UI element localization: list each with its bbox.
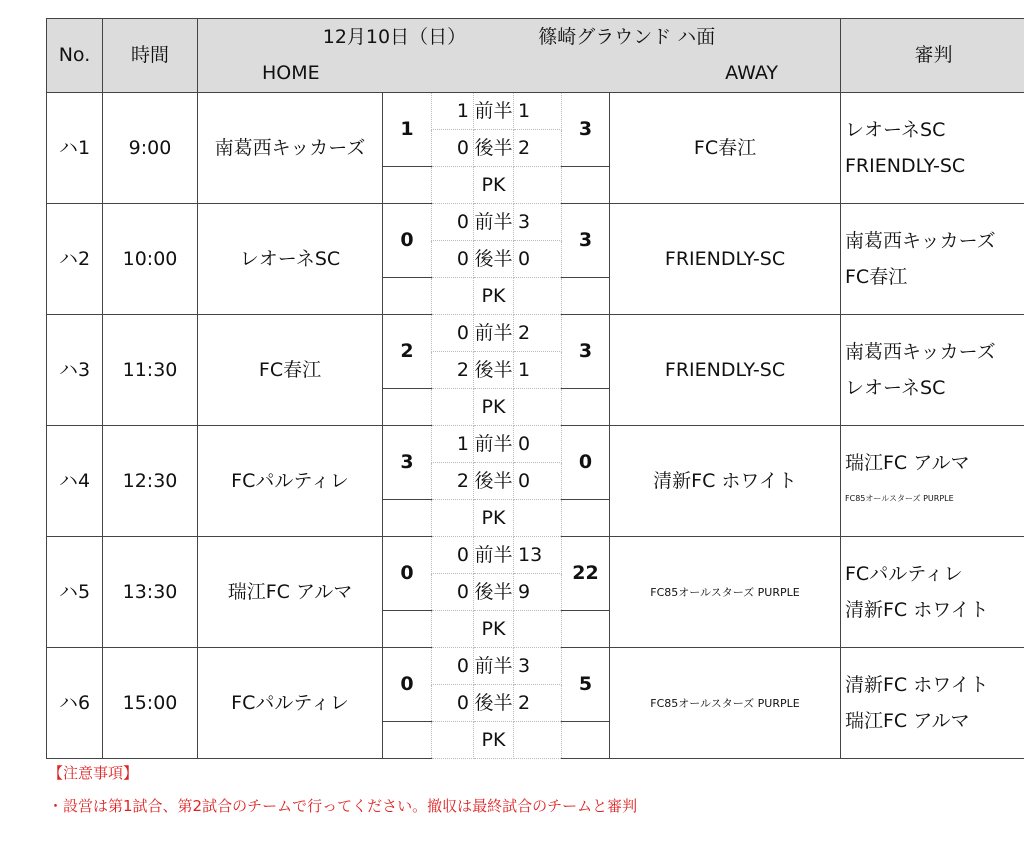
away-team: 清新FC ホワイト — [610, 426, 841, 537]
referee-2: FRIENDLY-SC — [845, 155, 966, 177]
away-score: 22 — [562, 537, 610, 611]
header-home-away — [198, 55, 841, 93]
match-row — [47, 537, 1024, 574]
away-score: 3 — [562, 315, 610, 389]
match-row — [47, 315, 1024, 352]
header-away: AWAY — [725, 62, 778, 84]
header-time: 時間 — [103, 19, 198, 93]
first-half-away: 3 — [514, 204, 562, 241]
home-score: 3 — [383, 426, 432, 500]
header-venue: 篠崎グラウンド ハ面 — [538, 25, 716, 48]
second-half-label: 後半 — [474, 352, 514, 389]
home-score: 0 — [383, 204, 432, 278]
referee-2: 清新FC ホワイト — [845, 599, 989, 621]
first-half-away: 3 — [514, 648, 562, 685]
first-half-home: 1 — [432, 93, 474, 130]
first-half-home: 0 — [432, 648, 474, 685]
first-half-home: 0 — [432, 315, 474, 352]
first-half-home: 0 — [432, 537, 474, 574]
away-team: FC春江 — [610, 93, 841, 204]
home-score: 0 — [383, 537, 432, 611]
match-row — [47, 648, 1024, 685]
away-score: 5 — [562, 648, 610, 722]
match-time: 13:30 — [103, 537, 198, 648]
match-time: 10:00 — [103, 204, 198, 315]
pk-label: PK — [474, 167, 514, 204]
home-team: 南葛西キッカーズ — [198, 93, 383, 204]
second-half-away: 0 — [514, 241, 562, 278]
second-half-away: 0 — [514, 463, 562, 500]
referee-cell — [841, 315, 1024, 426]
referee-2: レオーネSC — [845, 377, 946, 399]
match-time: 12:30 — [103, 426, 198, 537]
first-half-label: 前半 — [474, 426, 514, 463]
first-half-label: 前半 — [474, 315, 514, 352]
header-home: HOME — [262, 62, 320, 84]
pk-label: PK — [474, 500, 514, 537]
first-half-away: 2 — [514, 315, 562, 352]
second-half-label: 後半 — [474, 685, 514, 722]
referee-1: FCパルティレ — [845, 563, 963, 585]
second-half-label: 後半 — [474, 241, 514, 278]
referee-cell — [841, 537, 1024, 648]
referee-1: 南葛西キッカーズ — [845, 341, 996, 363]
second-half-home: 0 — [432, 574, 474, 611]
second-half-label: 後半 — [474, 574, 514, 611]
home-team: レオーネSC — [198, 204, 383, 315]
referee-1: レオーネSC — [845, 119, 946, 141]
home-score: 0 — [383, 648, 432, 722]
match-no: ハ5 — [47, 537, 103, 648]
match-no: ハ2 — [47, 204, 103, 315]
first-half-label: 前半 — [474, 537, 514, 574]
away-score: 3 — [562, 93, 610, 167]
first-half-away: 0 — [514, 426, 562, 463]
notes-section — [48, 766, 637, 814]
first-half-label: 前半 — [474, 93, 514, 130]
second-half-label: 後半 — [474, 130, 514, 167]
away-team: FC85オールスターズ PURPLE — [610, 537, 841, 648]
match-row — [47, 204, 1024, 241]
referee-1: 南葛西キッカーズ — [845, 230, 996, 252]
home-score: 1 — [383, 93, 432, 167]
header-date: 12月10日（日） — [322, 25, 467, 48]
home-team: FCパルティレ — [198, 648, 383, 759]
second-half-home: 0 — [432, 130, 474, 167]
away-team: FRIENDLY-SC — [610, 204, 841, 315]
second-half-away: 2 — [514, 130, 562, 167]
referee-1: 瑞江FC アルマ — [845, 452, 970, 474]
first-half-away: 1 — [514, 93, 562, 130]
match-no: ハ4 — [47, 426, 103, 537]
second-half-away: 1 — [514, 352, 562, 389]
first-half-label: 前半 — [474, 204, 514, 241]
second-half-home: 2 — [432, 352, 474, 389]
pk-label: PK — [474, 389, 514, 426]
second-half-home: 0 — [432, 685, 474, 722]
second-half-home: 0 — [432, 241, 474, 278]
first-half-home: 0 — [432, 204, 474, 241]
pk-label: PK — [474, 278, 514, 315]
header-referee: 審判 — [841, 19, 1024, 93]
away-team: FRIENDLY-SC — [610, 315, 841, 426]
referee-cell — [841, 648, 1024, 759]
home-team: FC春江 — [198, 315, 383, 426]
notes-line-1: ・設営は第1試合、第2試合のチームで行ってください。撤収は最終試合のチームと審判 — [48, 797, 638, 815]
referee-1: 清新FC ホワイト — [845, 674, 989, 696]
match-time: 9:00 — [103, 93, 198, 204]
match-row — [47, 93, 1024, 130]
header-date-venue — [198, 19, 841, 56]
referee-cell — [841, 426, 1024, 537]
match-row — [47, 426, 1024, 463]
second-half-away: 9 — [514, 574, 562, 611]
match-time: 15:00 — [103, 648, 198, 759]
referee-cell — [841, 93, 1024, 204]
second-half-label: 後半 — [474, 463, 514, 500]
match-time: 11:30 — [103, 315, 198, 426]
referee-2: FC春江 — [845, 266, 908, 288]
match-no: ハ6 — [47, 648, 103, 759]
pk-label: PK — [474, 722, 514, 759]
referee-2: 瑞江FC アルマ — [845, 710, 970, 732]
match-no: ハ3 — [47, 315, 103, 426]
home-score: 2 — [383, 315, 432, 389]
first-half-label: 前半 — [474, 648, 514, 685]
match-schedule-table — [46, 18, 1024, 759]
home-team: 瑞江FC アルマ — [198, 537, 383, 648]
away-score: 0 — [562, 426, 610, 500]
away-score: 3 — [562, 204, 610, 278]
match-no: ハ1 — [47, 93, 103, 204]
notes-title: 【注意事項】 — [48, 764, 139, 782]
header-no: No. — [47, 19, 103, 93]
first-half-home: 1 — [432, 426, 474, 463]
referee-2: FC85オールスターズ PURPLE — [845, 494, 954, 503]
second-half-home: 2 — [432, 463, 474, 500]
second-half-away: 2 — [514, 685, 562, 722]
pk-label: PK — [474, 611, 514, 648]
away-team: FC85オールスターズ PURPLE — [610, 648, 841, 759]
referee-cell — [841, 204, 1024, 315]
home-team: FCパルティレ — [198, 426, 383, 537]
first-half-away: 13 — [514, 537, 562, 574]
